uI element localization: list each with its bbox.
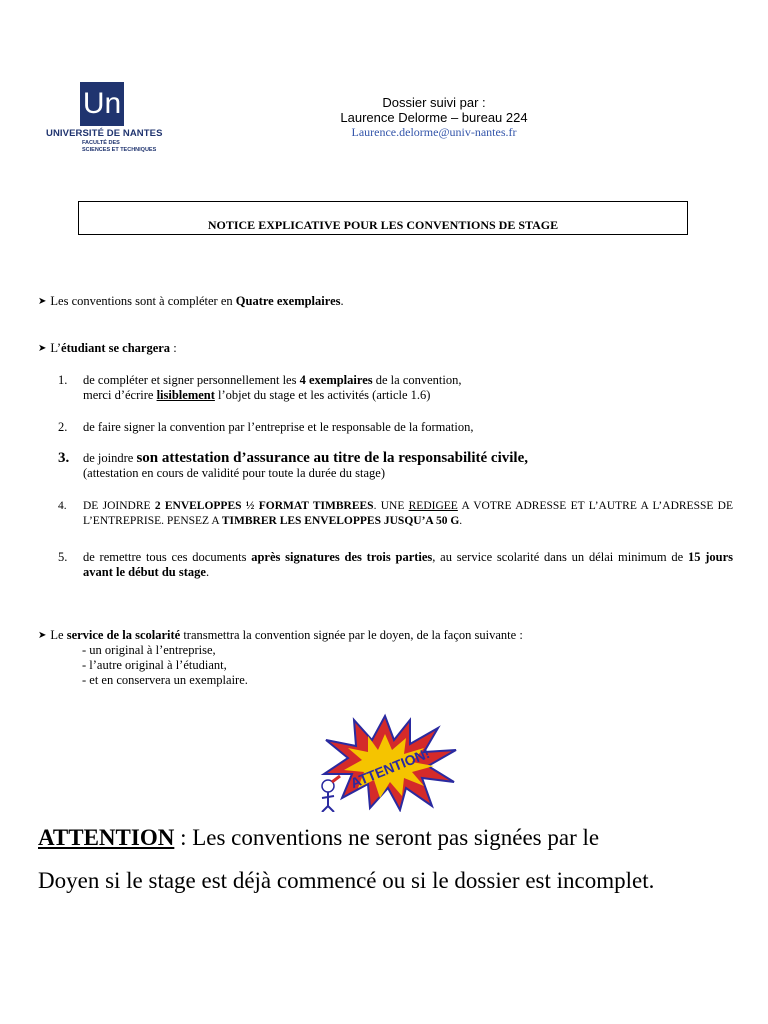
contact-line1: Dossier suivi par : — [382, 95, 486, 110]
item-line — [83, 388, 723, 403]
university-logo — [36, 80, 196, 156]
item-underlined: REDIGEE — [408, 500, 458, 512]
item-text-part: . — [205, 565, 210, 579]
bullet-copies — [38, 294, 344, 309]
contact-block — [300, 95, 568, 140]
item-text-part: de compléter et signer personnellement les — [83, 373, 300, 387]
item-bold: 4 exemplaires — [299, 373, 373, 387]
scolarite-list-item: - et en conservera un exemplaire. — [82, 673, 248, 687]
item-text — [83, 550, 733, 580]
logo-mark — [80, 82, 124, 126]
item-text-part: merci d’écrire — [83, 388, 157, 402]
scolarite-list — [38, 643, 738, 688]
bullet-scolarite — [38, 628, 738, 688]
bullet-text-end: transmettra la convention signée par le doyen, de la façon suivante : — [180, 628, 523, 642]
bullet-text-end: . — [340, 294, 344, 308]
item-number: 1. — [58, 373, 68, 387]
item-line — [83, 451, 743, 466]
bullet-text: Les conventions sont à compléter en — [50, 294, 236, 308]
item-text-part: . — [459, 515, 463, 527]
arrowhead-icon: ➤ — [38, 296, 47, 307]
item-number: 4. — [58, 500, 67, 512]
arrowhead-icon: ➤ — [38, 343, 47, 354]
logo-subtitle — [82, 140, 156, 153]
scolarite-line — [38, 628, 738, 643]
item-bold: après signatures des trois parties — [251, 550, 433, 564]
item-text-part: A VOTRE ADRESSE ET L’AUTRE A L’ADRESSE DE L’ENTREPRISE. PENSEZ A — [83, 500, 733, 527]
attention-line1 — [38, 825, 599, 851]
item-text — [83, 451, 743, 481]
item-text-part: l’objet du stage et les activités (article 1.6) — [214, 388, 431, 402]
item-text-part: de la convention, — [372, 373, 462, 387]
logo-subtitle-line1: FACULTÉ DES — [82, 140, 120, 146]
contact-line2: Laurence Delorme – bureau 224 — [340, 110, 528, 125]
item-text-part: DE JOINDRE — [83, 500, 155, 512]
item-text: de faire signer la convention par l’entreprise et le responsable de la formation, — [83, 420, 474, 434]
notice-title: NOTICE EXPLICATIVE POUR LES CONVENTIONS DE STAGE — [207, 217, 559, 232]
item-line: (attestation en cours de validité pour toute la durée du stage) — [83, 466, 385, 480]
bullet-text-end: : — [170, 341, 177, 355]
item-text-part: . UNE — [373, 500, 409, 512]
attention-line2: Doyen si le stage est déjà commencé ou si le dossier est incomplet. — [38, 868, 655, 893]
arrowhead-icon: ➤ — [38, 630, 47, 641]
scolarite-list-item: - un original à l’entreprise, — [82, 643, 216, 657]
notice-title-box — [78, 201, 688, 235]
bullet-student — [38, 341, 177, 356]
bullet-bold: service de la scolarité — [66, 628, 181, 642]
item-number: 2. — [58, 420, 68, 434]
bullet-bold: Quatre exemplaires — [235, 294, 341, 308]
attention-clipart — [310, 712, 460, 812]
bullet-bold: étudiant se chargera — [61, 341, 171, 355]
item-bold: 2 ENVELOPPES ½ FORMAT TIMBREES — [154, 500, 374, 512]
bullet-text: L’ — [50, 341, 62, 355]
item-text — [83, 499, 733, 529]
attention-label: ATTENTION — [38, 825, 175, 850]
item-text-part: de joindre — [83, 451, 137, 465]
item-line — [83, 373, 723, 388]
attention-text: : Les conventions ne seront pas signées par le — [174, 825, 600, 850]
logo-subtitle-line2: SCIENCES ET TECHNIQUES — [82, 146, 157, 153]
contact-email[interactable]: Laurence.delorme@univ-nantes.fr — [351, 125, 517, 139]
item-bold-large: son attestation d’assurance au titre de la responsabilité civile, — [136, 450, 528, 466]
item-bold: 15 jours avant le début du stage — [83, 550, 733, 579]
scolarite-list-item: - l’autre original à l’étudiant, — [82, 658, 227, 672]
logo-initials: Un — [82, 87, 122, 120]
logo-name: UNIVERSITÉ DE NANTES — [46, 128, 163, 139]
item-number: 5. — [58, 550, 68, 564]
item-bold-underlined: lisiblement — [156, 388, 215, 402]
bullet-text: Le — [50, 628, 67, 642]
item-text-part: de remettre tous ces documents — [83, 550, 252, 564]
item-number: 3. — [58, 450, 70, 466]
attention-burst-text: ATTENTION! — [348, 744, 432, 792]
item-text-part: , au service scolarité dans un délai minimum de — [432, 550, 688, 564]
item-bold: TIMBRER LES ENVELOPPES JUSQU’A 50 G — [221, 515, 460, 527]
item-text — [83, 373, 723, 403]
attention-burst-icon — [310, 712, 460, 812]
